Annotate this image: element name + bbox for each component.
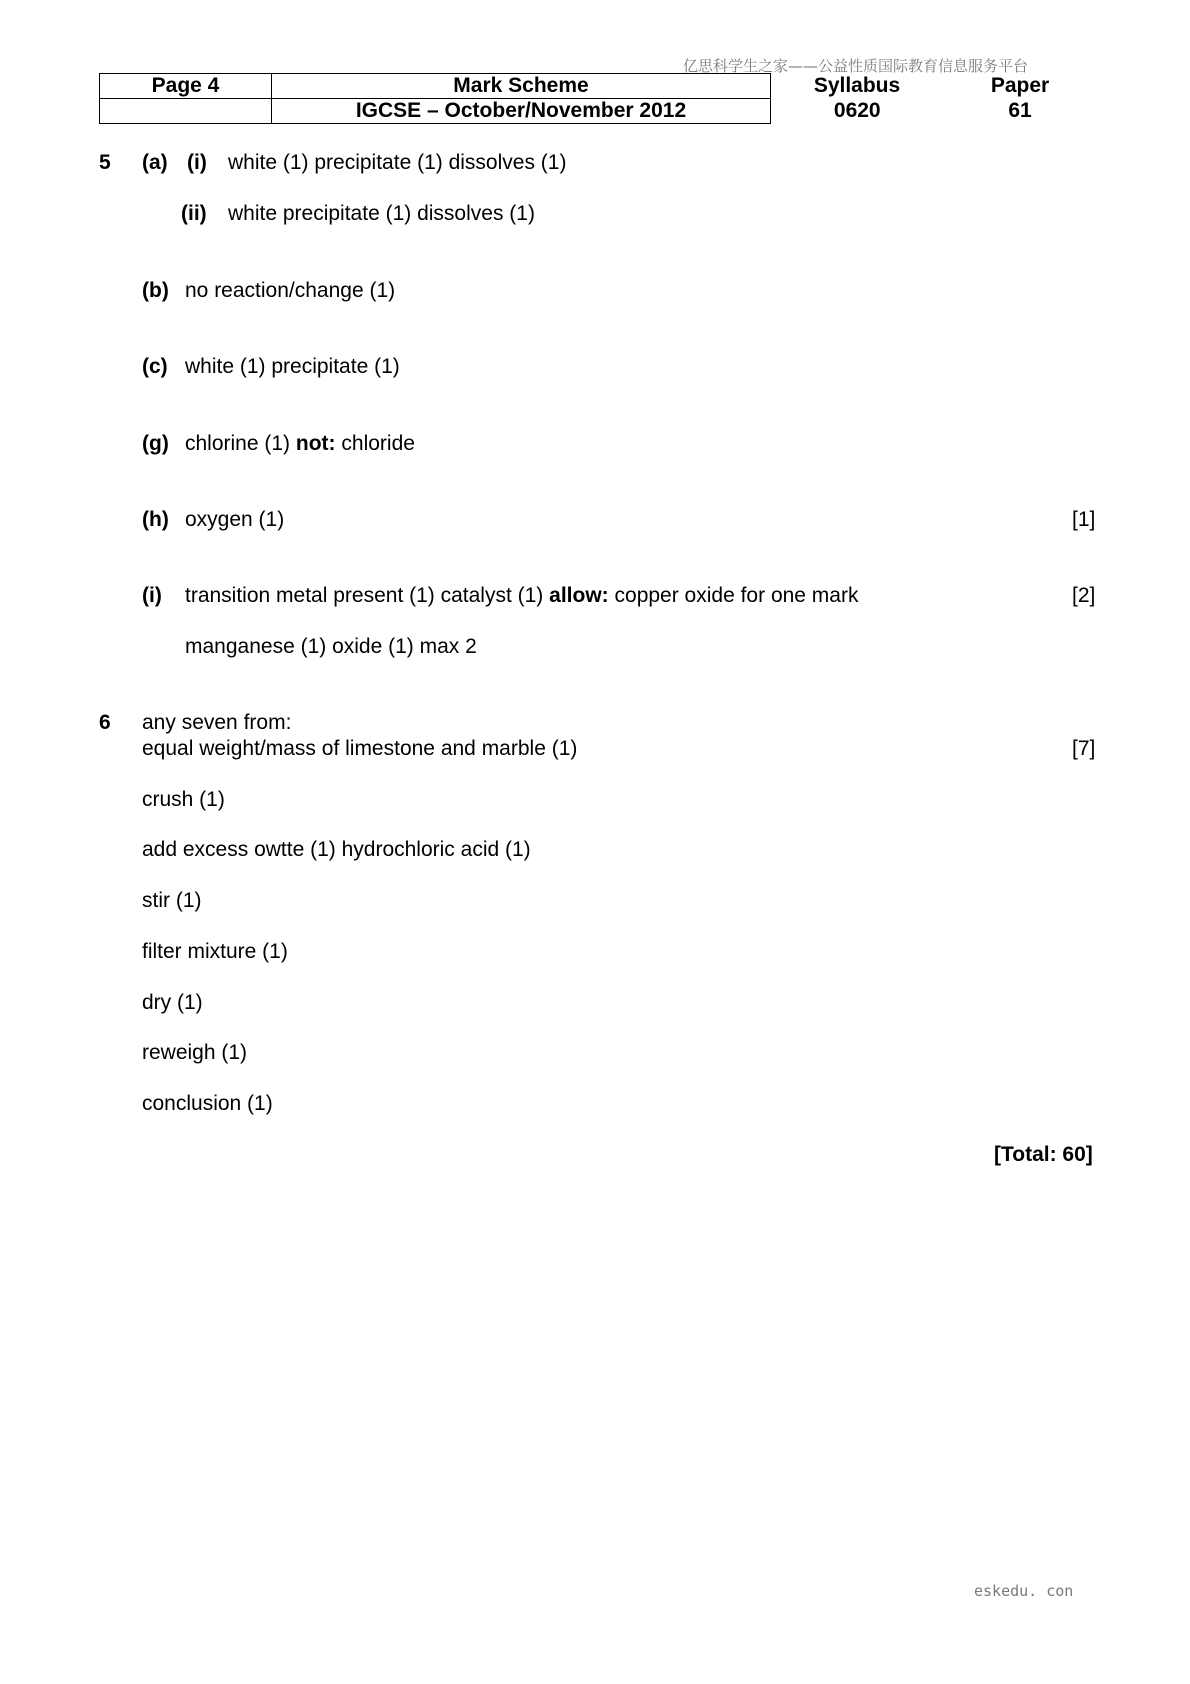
answer-text: reweigh (1) bbox=[142, 1041, 248, 1064]
watermark-text: 亿思科学生之家——公益性质国际教育信息服务平台 bbox=[683, 57, 1029, 75]
answer-intro: any seven from: bbox=[142, 711, 292, 734]
marks-label: [7] bbox=[1072, 737, 1096, 760]
subpart-label: (ii) bbox=[181, 202, 207, 225]
question-number: 5 bbox=[99, 151, 111, 174]
part-label: (a) bbox=[142, 151, 168, 174]
answer-text: white (1) precipitate (1) dissolves (1) bbox=[228, 151, 567, 174]
doc-title: Mark Scheme bbox=[272, 74, 771, 99]
answer-text: dry (1) bbox=[142, 991, 203, 1014]
answer-text: manganese (1) oxide (1) max 2 bbox=[185, 635, 477, 658]
answer-text: crush (1) bbox=[142, 788, 225, 811]
marks-label: [2] bbox=[1072, 584, 1096, 607]
answer-text: stir (1) bbox=[142, 889, 202, 912]
paper-value: 61 bbox=[1008, 99, 1032, 122]
part-label: (g) bbox=[142, 432, 169, 455]
answer-text: add excess owtte (1) hydrochloric acid (1) bbox=[142, 838, 531, 861]
doc-subtitle: IGCSE – October/November 2012 bbox=[272, 99, 771, 124]
page-label: Page 4 bbox=[100, 74, 272, 99]
answer-text: oxygen (1) bbox=[185, 508, 285, 531]
answer-line bbox=[185, 584, 858, 608]
answer-text: transition metal present (1) catalyst (1) bbox=[185, 584, 544, 607]
answer-text: chloride bbox=[341, 432, 415, 455]
answer-text: chlorine (1) bbox=[185, 432, 291, 455]
part-label: (c) bbox=[142, 355, 168, 378]
answer-text: filter mixture (1) bbox=[142, 940, 288, 963]
answer-text: conclusion (1) bbox=[142, 1092, 273, 1115]
page-label-blank bbox=[100, 99, 272, 124]
syllabus-label: Syllabus bbox=[813, 74, 901, 97]
answer-line bbox=[185, 432, 415, 456]
answer-text: no reaction/change (1) bbox=[185, 279, 396, 302]
syllabus-value: 0620 bbox=[833, 99, 881, 122]
answer-text: copper oxide for one mark bbox=[614, 584, 859, 607]
marks-label: [1] bbox=[1072, 508, 1096, 531]
question-number: 6 bbox=[99, 711, 111, 734]
answer-text: white precipitate (1) dissolves (1) bbox=[228, 202, 535, 225]
allow-keyword: allow: bbox=[549, 584, 609, 607]
paper-label: Paper bbox=[990, 74, 1050, 97]
part-label: (i) bbox=[142, 584, 162, 607]
not-keyword: not: bbox=[295, 432, 336, 455]
part-label: (b) bbox=[142, 279, 169, 302]
total-marks: [Total: 60] bbox=[994, 1143, 1093, 1166]
footer-watermark: eskedu. con bbox=[974, 1582, 1074, 1600]
header-table bbox=[99, 73, 1097, 124]
part-label: (h) bbox=[142, 508, 169, 531]
subpart-label: (i) bbox=[187, 151, 207, 174]
answer-text: white (1) precipitate (1) bbox=[185, 355, 400, 378]
answer-text: equal weight/mass of limestone and marble (1) bbox=[142, 737, 578, 760]
